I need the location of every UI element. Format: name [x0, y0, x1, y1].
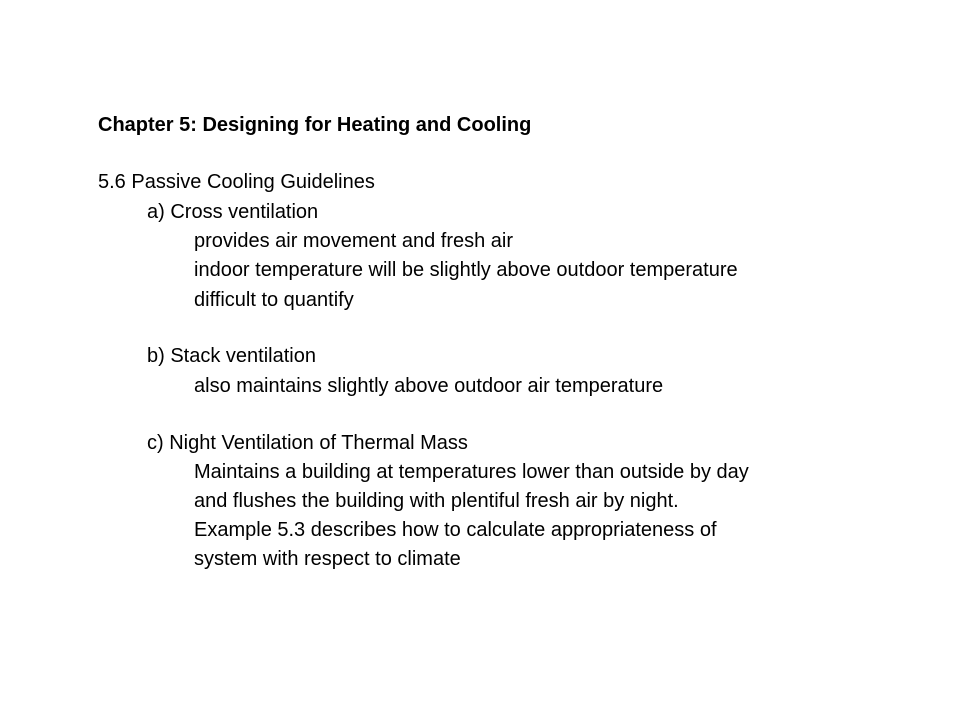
section-heading: 5.6 Passive Cooling Guidelines — [98, 171, 375, 193]
item-a-point-3: difficult to quantify — [194, 289, 354, 311]
item-c-point-3: Example 5.3 describes how to calculate appropriateness of — [194, 519, 717, 541]
item-b-label: b) Stack ventilation — [147, 345, 316, 367]
chapter-title: Chapter 5: Designing for Heating and Cooling — [98, 114, 532, 136]
item-c-point-2: and flushes the building with plentiful fresh air by night. — [194, 490, 679, 512]
item-a-point-2: indoor temperature will be slightly above outdoor temperature — [194, 259, 738, 281]
item-a-point-1: provides air movement and fresh air — [194, 230, 514, 252]
item-a-label: a) Cross ventilation — [147, 201, 319, 223]
item-c-point-1: Maintains a building at temperatures lower than outside by day — [194, 461, 749, 483]
item-c-label: c) Night Ventilation of Thermal Mass — [147, 432, 468, 454]
item-b-point-1: also maintains slightly above outdoor air temperature — [194, 375, 664, 397]
item-c-point-4: system with respect to climate — [194, 548, 461, 570]
